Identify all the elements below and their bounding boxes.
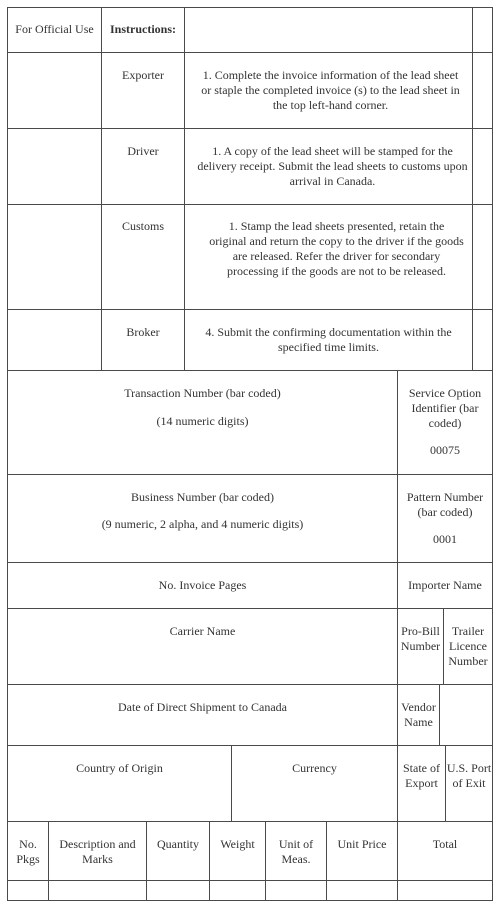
country-origin-label: Country of Origin [76, 761, 163, 775]
exporter-role: Exporter [122, 68, 164, 82]
items-header-label: No. Pkgs [16, 837, 40, 866]
driver-blank-cell [7, 128, 102, 205]
instructions-heading: Instructions: [109, 22, 176, 36]
items-empty-cell [397, 880, 493, 901]
carrier-name-label: Carrier Name [169, 624, 236, 638]
carrier-name-cell [7, 608, 398, 685]
shipment-date-label: Date of Direct Shipment to Canada [118, 700, 287, 714]
items-header-weight [209, 821, 266, 881]
transaction-number-cell [7, 370, 398, 475]
items-header-unit-price [326, 821, 398, 881]
items-header-label: Total [432, 837, 458, 851]
exporter-instruction: 1. Complete the invoice information of the lead sheet or staple the completed invoice (s) to the lead sheet in the top left-hand corner. [201, 68, 460, 112]
trailer-licence-cell [443, 608, 493, 685]
items-header-label: Weight [220, 837, 255, 851]
driver-role: Driver [127, 144, 159, 158]
items-empty-cell [209, 880, 266, 901]
exporter-blank-cell [7, 52, 102, 129]
customs-blank-cell [7, 204, 102, 310]
transaction-number-label: Transaction Number (bar coded) [124, 386, 281, 400]
pattern-number-cell [397, 474, 493, 563]
business-number-label: Business Number (bar coded) [131, 490, 274, 504]
items-header-label: Unit of Meas. [278, 837, 314, 866]
importer-name-label: Importer Name [408, 578, 482, 592]
business-number-cell [7, 474, 398, 563]
driver-instruction-cell [184, 128, 473, 205]
port-exit-label: U.S. Port of Exit [446, 761, 492, 790]
items-empty-cell [265, 880, 327, 901]
state-export-cell [397, 745, 446, 822]
items-header-pkgs [7, 821, 49, 881]
items-header-quantity [146, 821, 210, 881]
customs-edge-cell [472, 204, 493, 310]
instructions-heading-cell [101, 7, 185, 53]
customs-role-cell [101, 204, 185, 310]
broker-edge-cell [472, 309, 493, 371]
items-header-label: Quantity [157, 837, 199, 851]
instructions-edge-cell [472, 7, 493, 53]
items-header-unit-meas [265, 821, 327, 881]
items-empty-cell [48, 880, 147, 901]
customs-instruction: 1. Stamp the lead sheets presented, retain the original and return the copy to the driver if the goods are released. Refer the driver for secondary processing if the goods are not to be released. [209, 219, 464, 278]
currency-cell [231, 745, 398, 822]
items-header-description [48, 821, 147, 881]
items-header-label: Unit Price [337, 837, 387, 851]
importer-name-cell [397, 562, 493, 609]
state-export-label: State of Export [403, 761, 440, 790]
items-empty-cell [326, 880, 398, 901]
service-option-value: 00075 [430, 443, 460, 457]
broker-instruction-cell [184, 309, 473, 371]
broker-instruction: 4. Submit the confirming documentation within the specified time limits. [205, 325, 452, 354]
items-header-total [397, 821, 493, 881]
invoice-pages-label: No. Invoice Pages [158, 578, 247, 592]
trailer-licence-label: Trailer Licence Number [448, 624, 488, 668]
customs-instruction-cell [184, 204, 473, 310]
items-empty-cell [146, 880, 210, 901]
driver-edge-cell [472, 128, 493, 205]
pro-bill-label: Pro-Bill Number [400, 624, 441, 653]
service-option-label: Service Option Identifier (bar coded) [408, 386, 482, 430]
vendor-blank-cell [439, 684, 493, 746]
exporter-role-cell [101, 52, 185, 129]
transaction-number-note: (14 numeric digits) [156, 414, 249, 428]
driver-instruction: 1. A copy of the lead sheet will be stamped for the delivery receipt. Submit the lead sheets to customs upon arrival in Canada. [197, 144, 468, 188]
country-origin-cell [7, 745, 232, 822]
service-option-cell [397, 370, 493, 475]
instructions-blank-cell [184, 7, 473, 53]
currency-label: Currency [292, 761, 337, 775]
official-use-cell [7, 7, 102, 53]
exporter-instruction-cell [184, 52, 473, 129]
shipment-date-cell [7, 684, 398, 746]
port-exit-cell [445, 745, 493, 822]
broker-role: Broker [126, 325, 160, 339]
vendor-name-label: Vendor Name [401, 700, 436, 729]
broker-role-cell [101, 309, 185, 371]
customs-role: Customs [121, 219, 164, 233]
pattern-number-value: 0001 [433, 532, 457, 546]
broker-blank-cell [7, 309, 102, 371]
pro-bill-cell [397, 608, 444, 685]
pattern-number-label: Pattern Number (bar coded) [406, 490, 484, 519]
items-empty-cell [7, 880, 49, 901]
official-use-label: For Official Use [15, 22, 94, 36]
exporter-edge-cell [472, 52, 493, 129]
items-header-label: Description and Marks [59, 837, 136, 866]
invoice-pages-cell [7, 562, 398, 609]
driver-role-cell [101, 128, 185, 205]
business-number-note: (9 numeric, 2 alpha, and 4 numeric digits) [101, 517, 304, 531]
vendor-name-cell [397, 684, 440, 746]
